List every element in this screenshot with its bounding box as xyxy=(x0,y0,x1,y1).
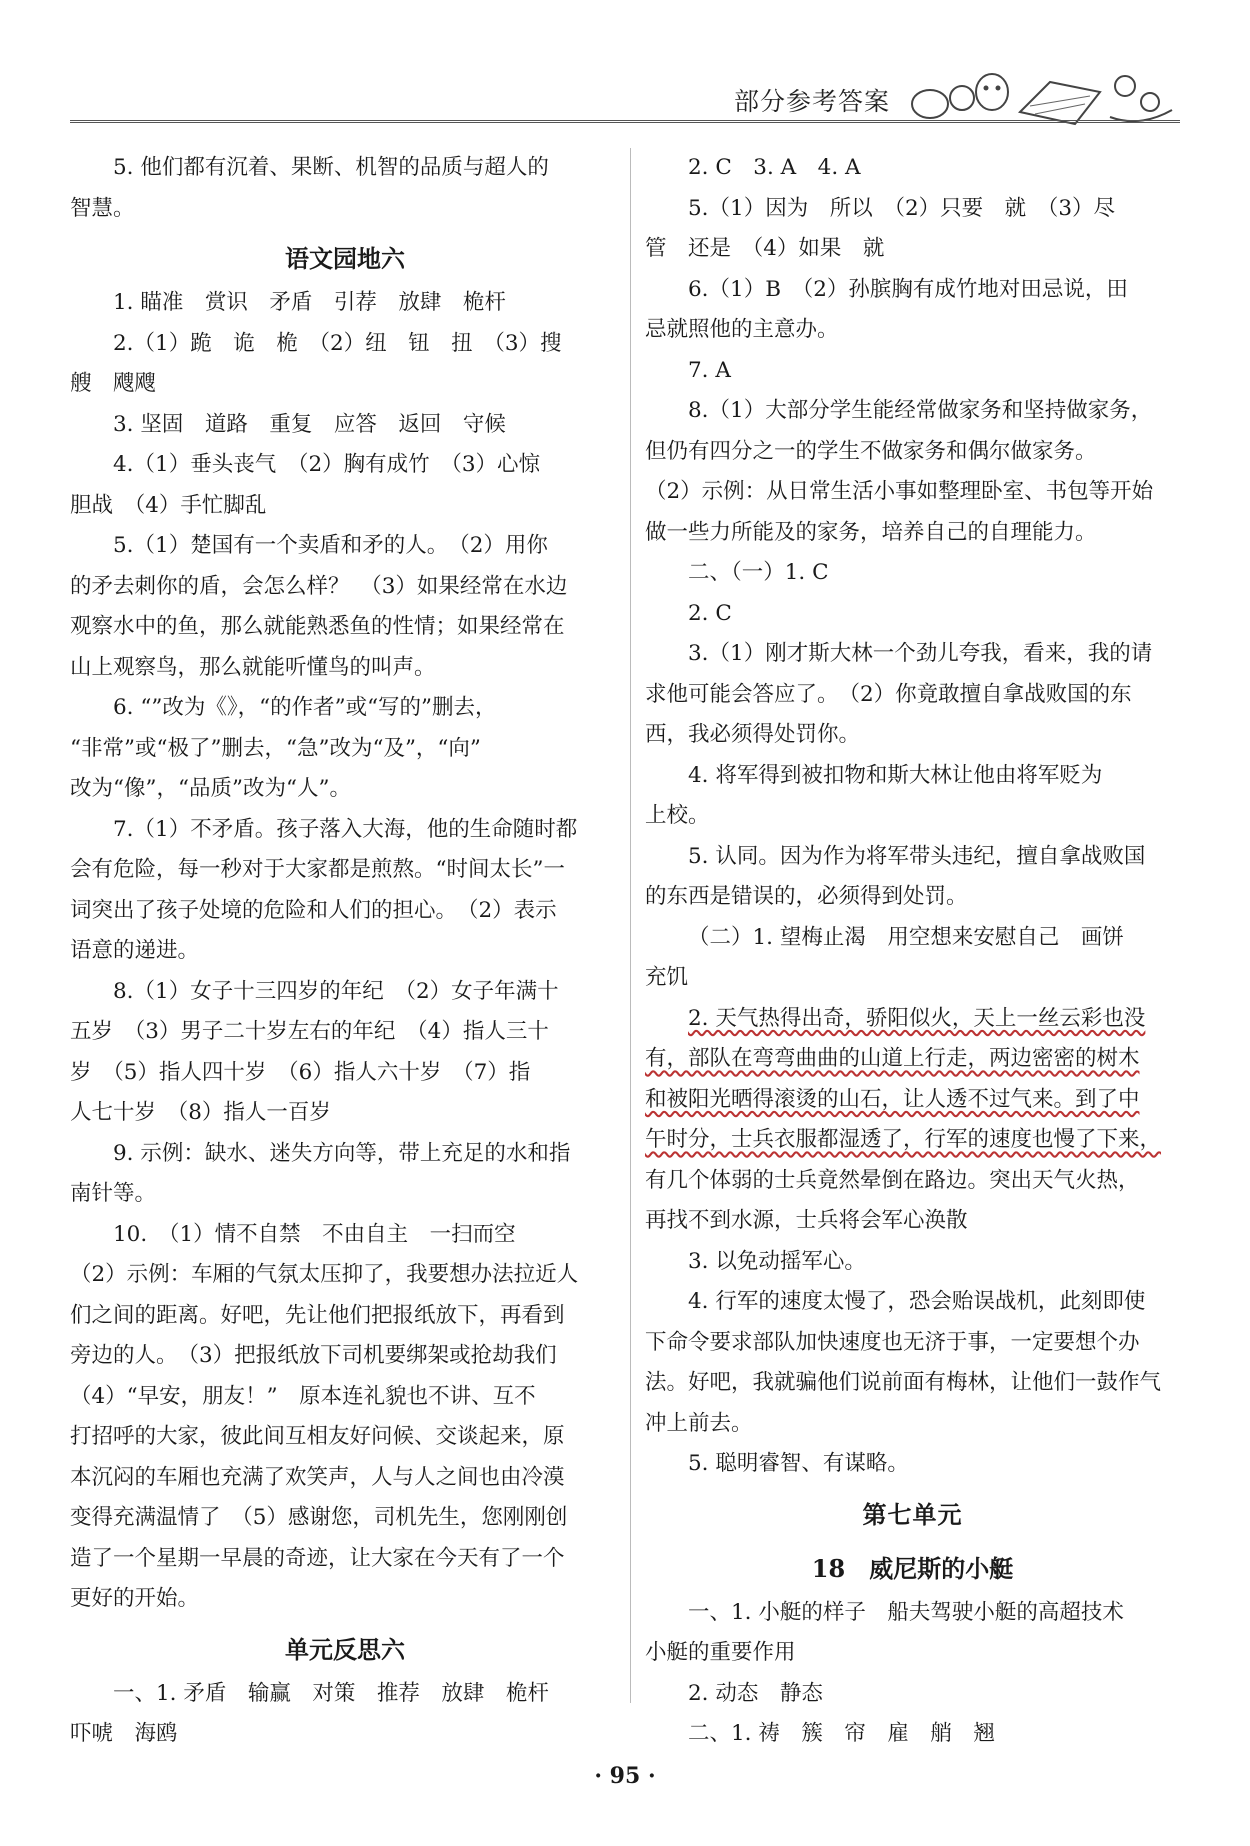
answer-line xyxy=(645,270,1180,311)
answer-line xyxy=(645,1363,1180,1404)
answer-line xyxy=(645,513,1180,554)
answer-line xyxy=(645,675,1180,716)
line-text: 人七十岁 （8）指人一百岁 xyxy=(70,1100,331,1125)
answer-line xyxy=(645,1161,1180,1202)
page-header xyxy=(70,60,1180,124)
section-heading xyxy=(70,1620,620,1674)
answer-line xyxy=(645,594,1180,635)
line-text: 变得充满温情了 （5）感谢您，司机先生，您刚刚创 xyxy=(70,1505,568,1530)
line-text: 打招呼的大家，彼此间互相友好问候、交谈起来，原 xyxy=(70,1424,565,1449)
line-text: 吓唬 海鸥 xyxy=(70,1721,178,1746)
line-text: 的东西是错误的，必须得到处罚。 xyxy=(645,884,968,909)
line-text: 7.（1）不矛盾。孩子落入大海，他的生命随时都 xyxy=(113,816,578,842)
answer-line xyxy=(645,1633,1180,1674)
answer-line xyxy=(645,999,1180,1040)
answer-line xyxy=(70,1498,620,1539)
answer-line xyxy=(645,1323,1180,1364)
answer-line xyxy=(70,1053,620,1094)
line-text: 一、1. 矛盾 输赢 对策 推荐 放肆 桅杆 xyxy=(113,1680,549,1706)
answer-line xyxy=(70,1377,620,1418)
line-text: 的矛去刺你的盾，会怎么样？ （3）如果经常在水边 xyxy=(70,573,568,599)
line-text: 二、1. 祷 簇 帘 雇 艄 翘 xyxy=(688,1721,995,1746)
answer-line xyxy=(70,972,620,1013)
answer-line xyxy=(70,607,620,648)
answer-line xyxy=(70,526,620,567)
answer-line xyxy=(645,1593,1180,1634)
answer-line xyxy=(645,351,1180,392)
answer-line xyxy=(70,148,620,189)
line-text: 2. 动态 静态 xyxy=(688,1680,823,1706)
line-text: （二）1. 望梅止渴 用空想来安慰自己 画饼 xyxy=(688,924,1124,950)
heading-text: 单元反思六 xyxy=(285,1634,405,1664)
answer-line xyxy=(70,1579,620,1620)
answer-line xyxy=(70,1539,620,1580)
answer-line xyxy=(645,1714,1180,1748)
line-text: 3. 以免动摇军心。 xyxy=(688,1248,866,1274)
answer-line xyxy=(70,1093,620,1134)
answer-line xyxy=(70,1012,620,1053)
line-text: 8.（1）大部分学生能经常做家务和坚持做家务， xyxy=(688,398,1153,423)
answer-line xyxy=(70,769,620,810)
line-text: （4）“早安，朋友！” 原本连礼貌也不讲、互不 xyxy=(70,1383,536,1409)
answer-line xyxy=(645,877,1180,918)
heading-text: 语文园地六 xyxy=(285,244,405,273)
line-text: 但仍有四分之一的学生不做家务和偶尔做家务。 xyxy=(645,438,1097,464)
answer-line xyxy=(70,1417,620,1458)
line-text: 观察水中的鱼，那么就能熟悉鱼的性情；如果经常在 xyxy=(70,614,565,639)
answer-line xyxy=(645,1201,1180,1242)
line-text: 5.（1）楚国有一个卖盾和矛的人。 （2）用你 xyxy=(113,533,548,558)
header-rule xyxy=(70,120,1180,123)
answer-line xyxy=(70,283,620,324)
line-text: 管 还是 （4）如果 就 xyxy=(645,236,885,261)
answer-line xyxy=(70,1134,620,1175)
line-text: 2.（1）跪 诡 桅 （2）纽 钮 扭 （3）搜 xyxy=(113,330,562,356)
line-text: 有，部队在弯弯曲曲的山道上行走，两边密密的树木 xyxy=(645,1046,1140,1071)
answer-line xyxy=(645,391,1180,432)
line-text: 6.（1）B （2）孙膑胸有成竹地对田忌说，田 xyxy=(688,276,1128,302)
section-heading xyxy=(645,1539,1180,1593)
answer-line xyxy=(70,729,620,770)
answer-line xyxy=(645,837,1180,878)
page-number: · 95 · xyxy=(594,1763,656,1789)
line-text: （2）示例：从日常生活小事如整理卧室、书包等开始 xyxy=(645,479,1154,504)
line-text: 5.（1）因为 所以 （2）只要 就 （3）尽 xyxy=(688,195,1116,221)
header-title: 部分参考答案 xyxy=(733,87,890,116)
answer-line xyxy=(70,648,620,689)
line-text: 和被阳光晒得滚烫的山石，让人透不过气来。到了中 xyxy=(645,1086,1140,1112)
answer-line xyxy=(70,324,620,365)
answer-line xyxy=(645,1282,1180,1323)
line-text: 3. 坚固 道路 重复 应答 返回 守候 xyxy=(113,411,506,437)
answer-line xyxy=(645,1080,1180,1121)
answer-line xyxy=(70,850,620,891)
line-text: 造了一个星期一早晨的奇迹，让大家在今天有了一个 xyxy=(70,1545,565,1571)
line-text: 岁 （5）指人四十岁 （6）指人六十岁 （7）指 xyxy=(70,1059,531,1085)
line-text: （2）示例：车厢的气氛太压抑了，我要想办法拉近人 xyxy=(70,1262,579,1287)
line-text: 改为“像”，“品质”改为“人”。 xyxy=(70,776,351,801)
line-text: 们之间的距离。好吧，先让他们把报纸放下，再看到 xyxy=(70,1302,565,1328)
line-text: 6. “”改为《》，“的作者”或“写的”删去， xyxy=(113,695,497,720)
section-heading xyxy=(70,229,620,283)
line-text: 2. 天气热得出奇，骄阳似火，天上一丝云彩也没 xyxy=(688,1005,1146,1031)
section-heading xyxy=(645,1485,1180,1539)
line-text: 7. A xyxy=(688,357,731,383)
answer-line xyxy=(645,715,1180,756)
answer-line xyxy=(645,796,1180,837)
answer-line xyxy=(70,1296,620,1337)
answer-columns xyxy=(70,148,1180,1748)
answer-line xyxy=(70,405,620,446)
line-text: 5. 认同。因为作为将军带头违纪，擅自拿战败国 xyxy=(688,843,1146,869)
line-text: 词突出了孩子处境的危险和人们的担心。 （2）表示 xyxy=(70,897,557,923)
line-text: 10. （1）情不自禁 不由自主 一扫而空 xyxy=(113,1221,516,1247)
line-text: 求他可能会答应了。 （2）你竟敢擅自拿战败国的东 xyxy=(645,681,1132,707)
answer-line xyxy=(70,486,620,527)
answer-line xyxy=(70,1255,620,1296)
line-text: 4. 将军得到被扣物和斯大林让他由将军贬为 xyxy=(688,762,1103,788)
line-text: 3.（1）刚才斯大林一个劲儿夸我，看来，我的请 xyxy=(688,641,1153,666)
line-text: 5. 聪明睿智、有谋略。 xyxy=(688,1451,909,1476)
column-divider xyxy=(630,148,631,1703)
answer-line xyxy=(70,189,620,230)
answer-line xyxy=(70,1336,620,1377)
line-text: 1. 瞄准 赏识 矛盾 引荐 放肆 桅杆 xyxy=(113,290,506,315)
line-text: 智慧。 xyxy=(70,195,135,221)
answer-line xyxy=(645,1120,1180,1161)
line-text: 4.（1）垂头丧气 （2）胸有成竹 （3）心惊 xyxy=(113,452,541,477)
answer-line xyxy=(645,189,1180,230)
line-text: 2. C xyxy=(688,600,732,626)
answer-line xyxy=(645,472,1180,513)
answer-line xyxy=(645,918,1180,959)
answer-line xyxy=(645,1039,1180,1080)
line-text: 艘 飕飕 xyxy=(70,371,157,396)
answer-line xyxy=(645,229,1180,270)
line-text: 充饥 xyxy=(645,965,689,990)
line-text: 南针等。 xyxy=(70,1181,157,1206)
answer-line xyxy=(645,1674,1180,1715)
answer-line xyxy=(645,1404,1180,1445)
answer-line xyxy=(645,553,1180,594)
answer-line xyxy=(70,891,620,932)
line-text: 冲上前去。 xyxy=(645,1410,753,1436)
line-text: 五岁 （3）男子二十岁左右的年纪 （4）指人三十 xyxy=(70,1019,549,1044)
line-text: 上校。 xyxy=(645,803,710,828)
answer-line xyxy=(70,688,620,729)
answer-line xyxy=(70,445,620,486)
answer-line xyxy=(645,1444,1180,1485)
answer-line xyxy=(70,1714,620,1748)
line-text: 语意的递进。 xyxy=(70,938,200,963)
answer-line xyxy=(70,810,620,851)
line-text: 一、1. 小艇的样子 船夫驾驶小艇的高超技术 xyxy=(688,1599,1124,1625)
line-text: 2. C 3. A 4. A xyxy=(688,155,861,180)
left-column xyxy=(70,148,620,1748)
line-text: 二、（一）1. C xyxy=(688,560,829,585)
answer-line xyxy=(70,1215,620,1256)
answer-line xyxy=(70,1458,620,1499)
line-text: 本沉闷的车厢也充满了欢笑声，人与人之间也由冷漠 xyxy=(70,1464,565,1490)
line-text: 做一些力所能及的家务，培养自己的自理能力。 xyxy=(645,519,1097,545)
line-text: 下命令要求部队加快速度也无济于事，一定要想个办 xyxy=(645,1329,1140,1355)
answer-line xyxy=(645,634,1180,675)
line-text: 8.（1）女子十三四岁的年纪 （2）女子年满十 xyxy=(113,978,559,1004)
line-text: 更好的开始。 xyxy=(70,1586,200,1611)
line-text: 午时分，士兵衣服都湿透了，行军的速度也慢了下来， xyxy=(645,1127,1162,1152)
answer-line xyxy=(70,931,620,972)
line-text: 有几个体弱的士兵竟然晕倒在路边。突出天气火热， xyxy=(645,1167,1140,1193)
answer-line xyxy=(645,310,1180,351)
line-text: 忌就照他的主意办。 xyxy=(645,317,839,342)
line-text: 旁边的人。 （3）把报纸放下司机要绑架或抢劫我们 xyxy=(70,1343,557,1368)
answer-line xyxy=(70,567,620,608)
line-text: 再找不到水源，士兵将会军心涣散 xyxy=(645,1208,968,1233)
line-text: 胆战 （4）手忙脚乱 xyxy=(70,492,267,518)
answer-line xyxy=(70,1174,620,1215)
answer-line xyxy=(70,1674,620,1715)
line-text: 5. 他们都有沉着、果断、机智的品质与超人的 xyxy=(113,155,549,180)
heading-text: 第七单元 xyxy=(862,1499,963,1529)
line-text: 9. 示例：缺水、迷失方向等，带上充足的水和指 xyxy=(113,1140,571,1166)
line-text: 小艇的重要作用 xyxy=(645,1640,796,1665)
answer-line xyxy=(645,958,1180,999)
line-text: “非常”或“极了”删去，“急”改为“及”，“向” xyxy=(70,735,481,761)
line-text: 会有危险，每一秒对于大家都是煎熬。“时间太长”一 xyxy=(70,857,565,882)
line-text: 西，我必须得处罚你。 xyxy=(645,722,861,747)
answer-line xyxy=(645,432,1180,473)
line-text: 法。好吧，我就骗他们说前面有梅林，让他们一鼓作气 xyxy=(645,1370,1162,1395)
answer-line xyxy=(645,756,1180,797)
answer-line xyxy=(70,364,620,405)
heading-text: 18 威尼斯的小艇 xyxy=(811,1553,1014,1583)
answer-line xyxy=(645,148,1180,189)
line-text: 4. 行军的速度太慢了，恐会贻误战机，此刻即使 xyxy=(688,1289,1146,1314)
line-text: 山上观察鸟，那么就能听懂鸟的叫声。 xyxy=(70,654,436,680)
right-column xyxy=(645,148,1180,1748)
answer-line xyxy=(645,1242,1180,1283)
